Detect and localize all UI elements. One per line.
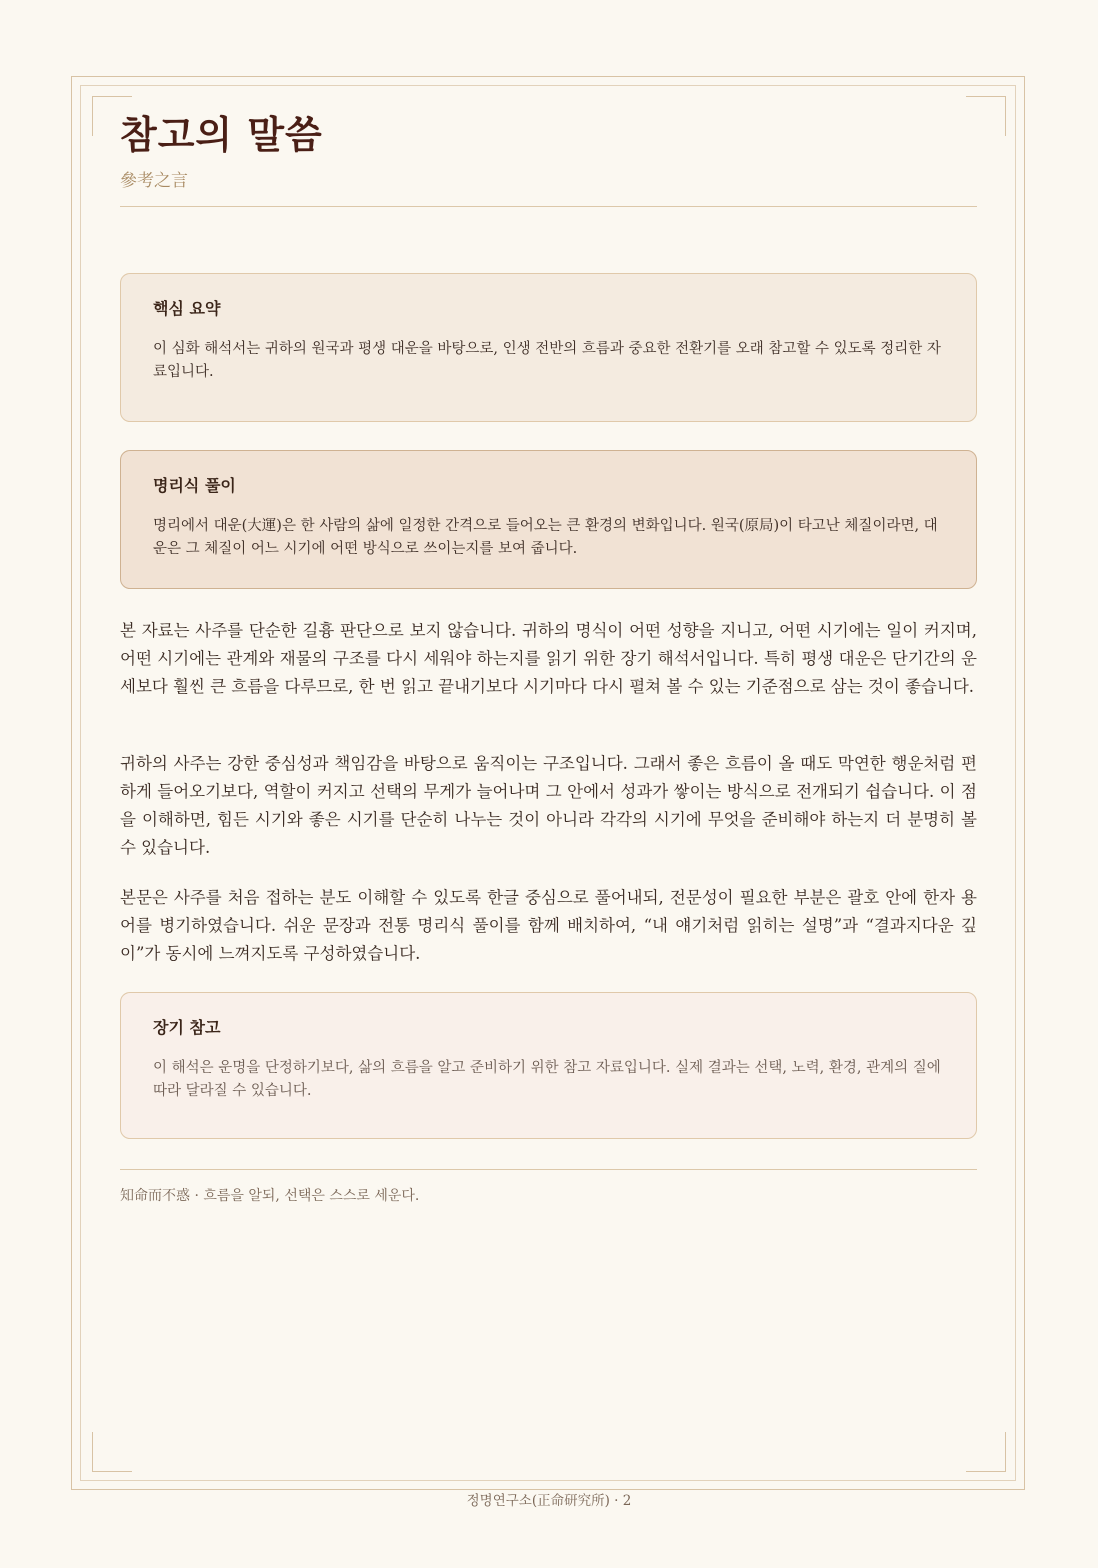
longterm-text: 이 해석은 운명을 단정하기보다, 삶의 흐름을 알고 준비하기 위한 참고 자료입니다. 실제 결과는 선택, 노력, 환경, 관계의 질에 따라 달라질 수 있습니다.: [153, 1060, 941, 1099]
corner-ornament-bottom-left: [92, 1432, 132, 1472]
longterm-heading: 장기 참고: [153, 1018, 221, 1037]
summary-box: [120, 273, 977, 422]
page-footer: 정명연구소(正命研究所) · 2: [466, 1493, 632, 1509]
body-paragraph-1: [120, 617, 977, 701]
body-paragraph-text: 본문은 사주를 처음 접하는 분도 이해할 수 있도록 한글 중심으로 풀어내되, 전문성이 필요한 부분은 괄호 안에 한자 용어를 병기하였습니다. 쉬운 문장과 전통 명리식 풀이를 함께 배치하여, “내 얘기처럼 읽히는 설명”과 “결과지다운 깊이”가 동시에 느껴지도록 구성하였습니다.: [120, 888, 977, 963]
page-content: [120, 112, 977, 1204]
myeongri-box: [120, 450, 977, 589]
myeongri-heading: 명리식 풀이: [153, 476, 236, 495]
myeongri-text: 명리에서 대운(大運)은 한 사람의 삶에 일정한 간격으로 들어오는 큰 환경의 변화입니다. 원국(原局)이 타고난 체질이라면, 대운은 그 체질이 어느 시기에 어떤 방식으로 쓰이는지를 보여 줍니다.: [153, 518, 938, 557]
summary-text: 이 심화 해석서는 귀하의 원국과 평생 대운을 바탕으로, 인생 전반의 흐름과 중요한 전환기를 오래 참고할 수 있도록 정리한 자료입니다.: [153, 341, 941, 380]
body-paragraph-text: 본 자료는 사주를 단순한 길흉 판단으로 보지 않습니다. 귀하의 명식이 어떤 성향을 지니고, 어떤 시기에는 일이 커지며, 어떤 시기에는 관계와 재물의 구조를 다시 세워야 하는지를 읽기 위한 장기 해석서입니다. 특히 평생 대운은 단기간의 운세보다 훨씬 큰 흐름을 다루므로, 한 번 읽고 끝내기보다 시기마다 다시 펼쳐 볼 수 있는 기준점으로 삼는 것이 좋습니다.: [120, 621, 977, 696]
page-subtitle: 參考之言: [120, 171, 188, 191]
summary-heading: 핵심 요약: [153, 299, 221, 318]
body-paragraph-2: [120, 750, 977, 862]
page-title: 참고의 말씀: [120, 112, 323, 157]
corner-ornament-bottom-right: [966, 1432, 1006, 1472]
longterm-box: [120, 992, 977, 1139]
title-divider: [120, 206, 977, 207]
footer-divider: [120, 1169, 977, 1170]
body-paragraph-3: [120, 884, 977, 968]
body-paragraph-text: 귀하의 사주는 강한 중심성과 책임감을 바탕으로 움직이는 구조입니다. 그래서 좋은 흐름이 올 때도 막연한 행운처럼 편하게 들어오기보다, 역할이 커지고 선택의 무게가 늘어나며 그 안에서 성과가 쌓이는 방식으로 전개되기 쉽습니다. 이 점을 이해하면, 힘든 시기와 좋은 시기를 단순히 나누는 것이 아니라 각각의 시기에 무엇을 준비해야 하는지 더 분명히 볼 수 있습니다.: [120, 754, 977, 857]
motto: 知命而不惑 · 흐름을 알되, 선택은 스스로 세운다.: [120, 1188, 420, 1204]
